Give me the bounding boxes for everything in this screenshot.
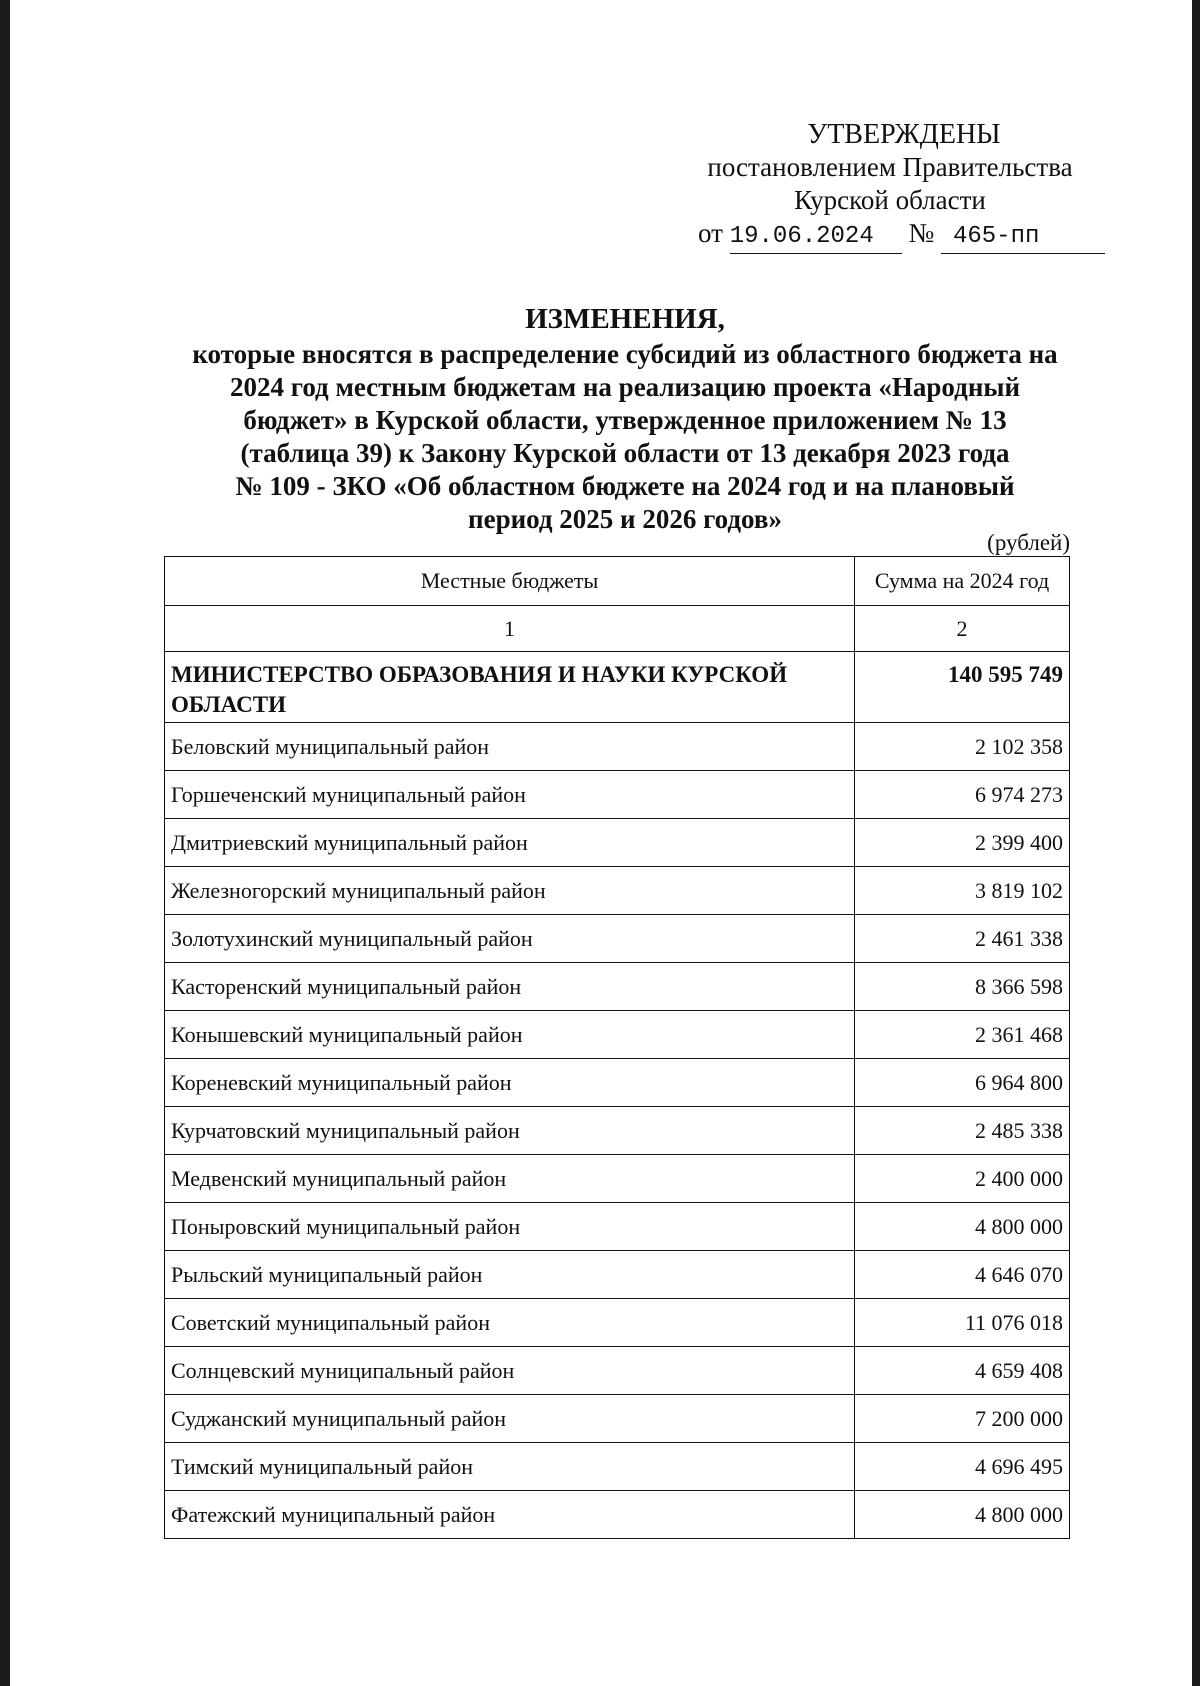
- district-name: Фатежский муниципальный район: [165, 1491, 855, 1539]
- district-sum: 6 974 273: [855, 771, 1070, 819]
- district-name: Кореневский муниципальный район: [165, 1059, 855, 1107]
- table-row: [165, 915, 1070, 963]
- document-subtitle: [150, 338, 1100, 536]
- budget-table: [164, 556, 1070, 1539]
- header-sum-2024: Сумма на 2024 год: [855, 557, 1070, 606]
- table-header-row: [165, 557, 1070, 606]
- approval-line-1: постановлением Правительства: [707, 152, 1073, 182]
- column-number-row: [165, 606, 1070, 652]
- district-sum: 4 800 000: [855, 1491, 1070, 1539]
- column-number-1: 1: [165, 606, 855, 652]
- subtitle-line: 2024 год местным бюджетам на реализацию проекта «Народный: [229, 372, 1021, 402]
- district-name: Горшеченский муниципальный район: [165, 771, 855, 819]
- table-row: [165, 1203, 1070, 1251]
- district-name: Рыльский муниципальный район: [165, 1251, 855, 1299]
- table-row: [165, 1443, 1070, 1491]
- table-row: [165, 1251, 1070, 1299]
- district-sum: 6 964 800: [855, 1059, 1070, 1107]
- subtitle-line: период 2025 и 2026 годов»: [468, 504, 782, 534]
- district-sum: 4 696 495: [855, 1443, 1070, 1491]
- district-sum: 4 646 070: [855, 1251, 1070, 1299]
- district-name: Железногорский муниципальный район: [165, 867, 855, 915]
- ministry-row: [165, 652, 1070, 723]
- table-row: [165, 1347, 1070, 1395]
- table-row: [165, 1107, 1070, 1155]
- header-local-budgets: Местные бюджеты: [165, 557, 855, 606]
- subtitle-line: которые вносятся в распределение субсидий из областного бюджета на: [192, 339, 1058, 369]
- table-row: [165, 723, 1070, 771]
- number-prefix: №: [908, 218, 935, 248]
- district-sum: 2 361 468: [855, 1011, 1070, 1059]
- approval-date: 19.06.2024: [730, 220, 902, 254]
- table-row: [165, 1011, 1070, 1059]
- district-sum: 4 659 408: [855, 1347, 1070, 1395]
- subtitle-line: (таблица 39) к Закону Курской области от 13 декабря 2023 года: [240, 438, 1010, 468]
- table-row: [165, 771, 1070, 819]
- approval-title: УТВЕРЖДЕНЫ: [807, 119, 1001, 150]
- table-row: [165, 963, 1070, 1011]
- district-sum: 4 800 000: [855, 1203, 1070, 1251]
- table-row: [165, 1059, 1070, 1107]
- district-name: Конышевский муниципальный район: [165, 1011, 855, 1059]
- document-title: ИЗМЕНЕНИЯ,: [525, 303, 725, 335]
- district-name: Поныровский муниципальный район: [165, 1203, 855, 1251]
- district-name: Касторенский муниципальный район: [165, 963, 855, 1011]
- district-name: Тимский муниципальный район: [165, 1443, 855, 1491]
- subtitle-line: бюджет» в Курской области, утвержденное приложением № 13: [243, 405, 1007, 435]
- approval-block: [690, 118, 1090, 254]
- ministry-sum: 140 595 749: [855, 652, 1070, 723]
- district-sum: 2 102 358: [855, 723, 1070, 771]
- district-name: Беловский муниципальный район: [165, 723, 855, 771]
- units-label: (рублей): [987, 530, 1070, 555]
- district-name: Дмитриевский муниципальный район: [165, 819, 855, 867]
- district-sum: 11 076 018: [855, 1299, 1070, 1347]
- date-prefix: от: [698, 218, 723, 248]
- ministry-name: МИНИСТЕРСТВО ОБРАЗОВАНИЯ И НАУКИ КУРСКОЙ ОБЛАСТИ: [165, 652, 855, 723]
- district-sum: 2 399 400: [855, 819, 1070, 867]
- district-name: Суджанский муниципальный район: [165, 1395, 855, 1443]
- district-sum: 8 366 598: [855, 963, 1070, 1011]
- approval-number: 465-пп: [941, 220, 1105, 254]
- approval-date-line: [690, 217, 1090, 254]
- table-row: [165, 1491, 1070, 1539]
- district-name: Солнцевский муниципальный район: [165, 1347, 855, 1395]
- table-row: [165, 1299, 1070, 1347]
- district-sum: 2 461 338: [855, 915, 1070, 963]
- table-row: [165, 867, 1070, 915]
- district-sum: 2 400 000: [855, 1155, 1070, 1203]
- district-sum: 2 485 338: [855, 1107, 1070, 1155]
- district-name: Курчатовский муниципальный район: [165, 1107, 855, 1155]
- approval-line-2: Курской области: [794, 185, 986, 215]
- scan-edge-left: [0, 0, 10, 1686]
- district-name: Советский муниципальный район: [165, 1299, 855, 1347]
- subtitle-line: № 109 - ЗКО «Об областном бюджете на 2024 год и на плановый: [235, 471, 1015, 501]
- table-row: [165, 819, 1070, 867]
- district-name: Золотухинский муниципальный район: [165, 915, 855, 963]
- district-sum: 3 819 102: [855, 867, 1070, 915]
- column-number-2: 2: [855, 606, 1070, 652]
- document-heading: [150, 300, 1100, 536]
- table-row: [165, 1395, 1070, 1443]
- scan-edge-right: [1192, 0, 1200, 1686]
- district-name: Медвенский муниципальный район: [165, 1155, 855, 1203]
- district-sum: 7 200 000: [855, 1395, 1070, 1443]
- table-row: [165, 1155, 1070, 1203]
